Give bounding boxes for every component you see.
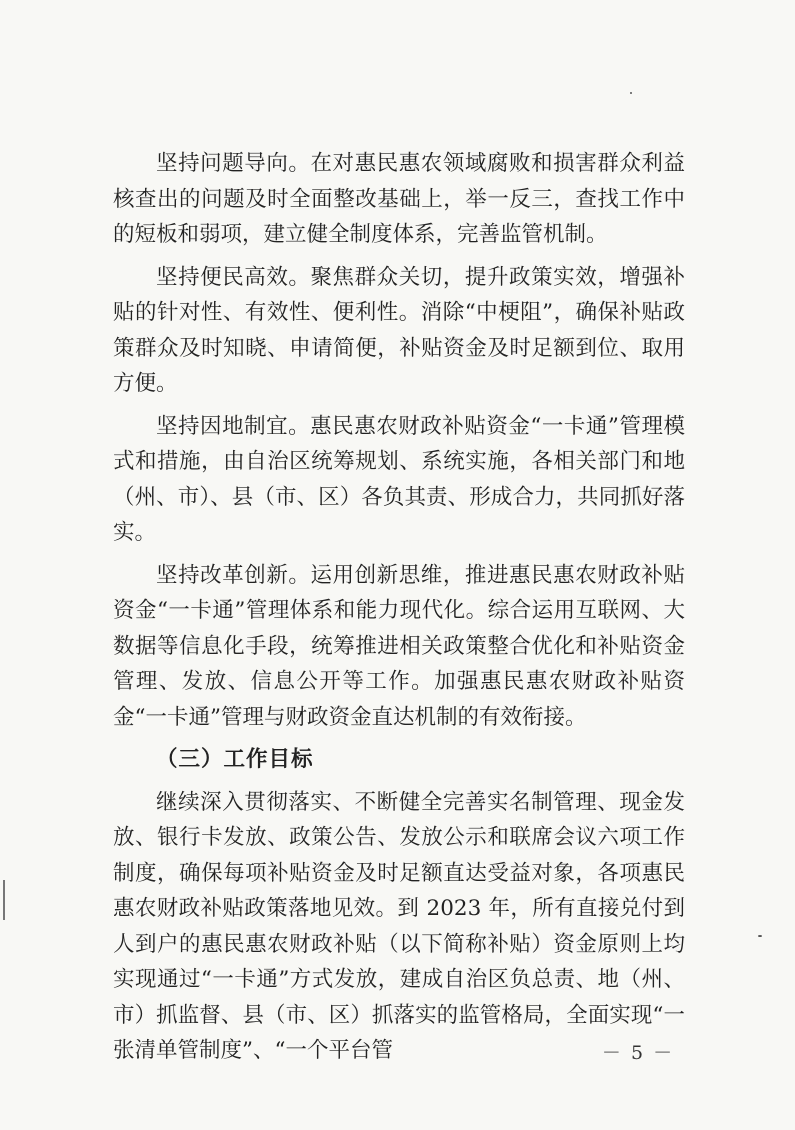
paragraph-reform-innovation: 坚持改革创新。运用创新思维，推进惠民惠农财政补贴资金“一卡通”管理体系和能力现代化。综合运用互联网、大数据等信息化手段，统筹推进相关政策整合优化和补贴资金管理、发放、信息公开等工作。加强惠民惠农财政补贴资金“一卡通”管理与财政资金直达机制的有效衔接。 bbox=[113, 562, 685, 730]
document-body bbox=[113, 146, 685, 1076]
scan-speck bbox=[758, 935, 762, 937]
paragraph-convenient-efficient: 坚持便民高效。聚焦群众关切，提升政策实效，增强补贴的针对性、有效性、便利性。消除“中梗阻”，确保补贴政策群众及时知晓、申请简便，补贴资金及时足额到位、取用方便。 bbox=[113, 264, 685, 396]
scan-speck bbox=[630, 92, 632, 94]
paragraph-problem-oriented: 坚持问题导向。在对惠民惠农领域腐败和损害群众利益核查出的问题及时全面整改基础上，举一反三，查找工作中的短板和弱项，建立健全制度体系，完善监管机制。 bbox=[113, 151, 685, 247]
page-number: － 5 － bbox=[601, 1042, 675, 1064]
paragraph-local-conditions: 坚持因地制宜。惠民惠农财政补贴资金“一卡通”管理模式和措施，由自治区统筹规划、系统实施，各相关部门和地（州、市）、县（市、区）各负其责、形成合力，共同抓好落实。 bbox=[113, 413, 685, 545]
paragraph-work-goals: 继续深入贯彻落实、不断健全完善实名制管理、现金发放、银行卡发放、政策公告、发放公示和联席会议六项工作制度，确保每项补贴资金及时足额直达受益对象，各项惠民惠农财政补贴政策落地见效。到 2023 年，所有直接兑付到人到户的惠民惠农财政补贴（以下简称补贴）资金原则上均实现通过“一卡通”方式发放，建成自治区负总责、地（州、市）抓监督、县（市、区）抓落实的监管格局，全面实现“一张清单管制度”、“一个平台管 bbox=[113, 789, 685, 1063]
section-heading: （三）工作目标 bbox=[156, 747, 314, 772]
scan-edge-mark bbox=[3, 880, 5, 920]
